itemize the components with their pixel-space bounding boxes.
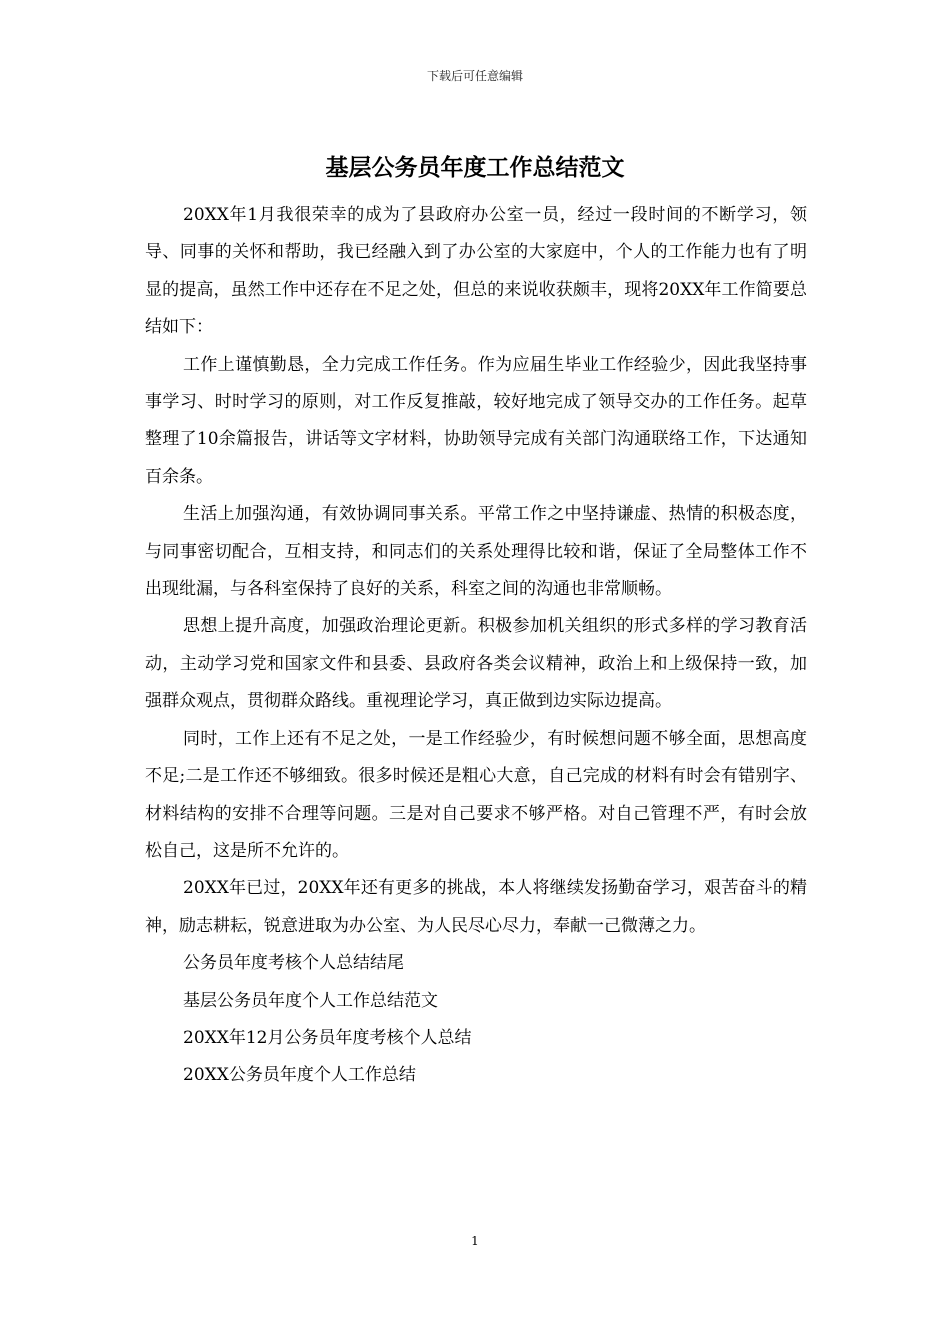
paragraph-work: 工作上谨慎勤恳，全力完成工作任务。作为应届生毕业工作经验少，因此我坚持事事学习、时时学习的原则，对工作反复推敲，较好地完成了领导交办的工作任务。起草整理了10余篇报告，讲话等文字材料，协助领导完成有关部门沟通联络工作，下达通知百余条。 — [145, 354, 807, 487]
page-number: 1 — [471, 1234, 479, 1248]
header-note: 下载后可任意编辑 — [426, 69, 523, 83]
paragraph-outlook: 20XX年已过，20XX年还有更多的挑战，本人将继续发扬勤奋学习，艰苦奋斗的精神，励志耕耘，锐意进取为办公室、为人民尽心尽力，奉献一己微薄之力。 — [145, 878, 807, 936]
related-link-2[interactable]: 基层公务员年度个人工作总结范文 — [183, 990, 438, 1011]
paragraph-intro: 20XX年1月我很荣幸的成为了县政府办公室一员，经过一段时间的不断学习，领导、同事的关怀和帮助，我已经融入到了办公室的大家庭中，个人的工作能力也有了明显的提高，虽然工作中还存在不足之处，但总的来说收获颇丰，现将20XX年工作简要总结如下： — [145, 205, 807, 338]
related-link-4[interactable]: 20XX公务员年度个人工作总结 — [183, 1065, 416, 1086]
related-link-3[interactable]: 20XX年12月公务员年度考核个人总结 — [183, 1027, 472, 1048]
related-link-1[interactable]: 公务员年度考核个人总结结尾 — [183, 953, 404, 974]
paragraph-shortcomings: 同时，工作上还有不足之处，一是工作经验少，有时候想问题不够全面，思想高度不足;二是工作还不够细致。很多时候还是粗心大意，自己完成的材料有时会有错别字、材料结构的安排不合理等问题。三是对自己要求不够严格。对自己管理不严，有时会放松自己，这是所不允许的。 — [145, 728, 807, 861]
document-title: 基层公务员年度工作总结范文 — [325, 155, 625, 181]
document-body — [145, 197, 807, 1095]
paragraph-life: 生活上加强沟通，有效协调同事关系。平常工作之中坚持谦虚、热情的积极态度，与同事密切配合，互相支持，和同志们的关系处理得比较和谐，保证了全局整体工作不出现纰漏，与各科室保持了良好的关系，科室之间的沟通也非常顺畅。 — [145, 504, 807, 600]
paragraph-thought: 思想上提升高度，加强政治理论更新。积极参加机关组织的形式多样的学习教育活动，主动学习党和国家文件和县委、县政府各类会议精神，政治上和上级保持一致，加强群众观点，贯彻群众路线。重视理论学习，真正做到边实际边提高。 — [145, 616, 807, 712]
related-links — [145, 945, 807, 1095]
